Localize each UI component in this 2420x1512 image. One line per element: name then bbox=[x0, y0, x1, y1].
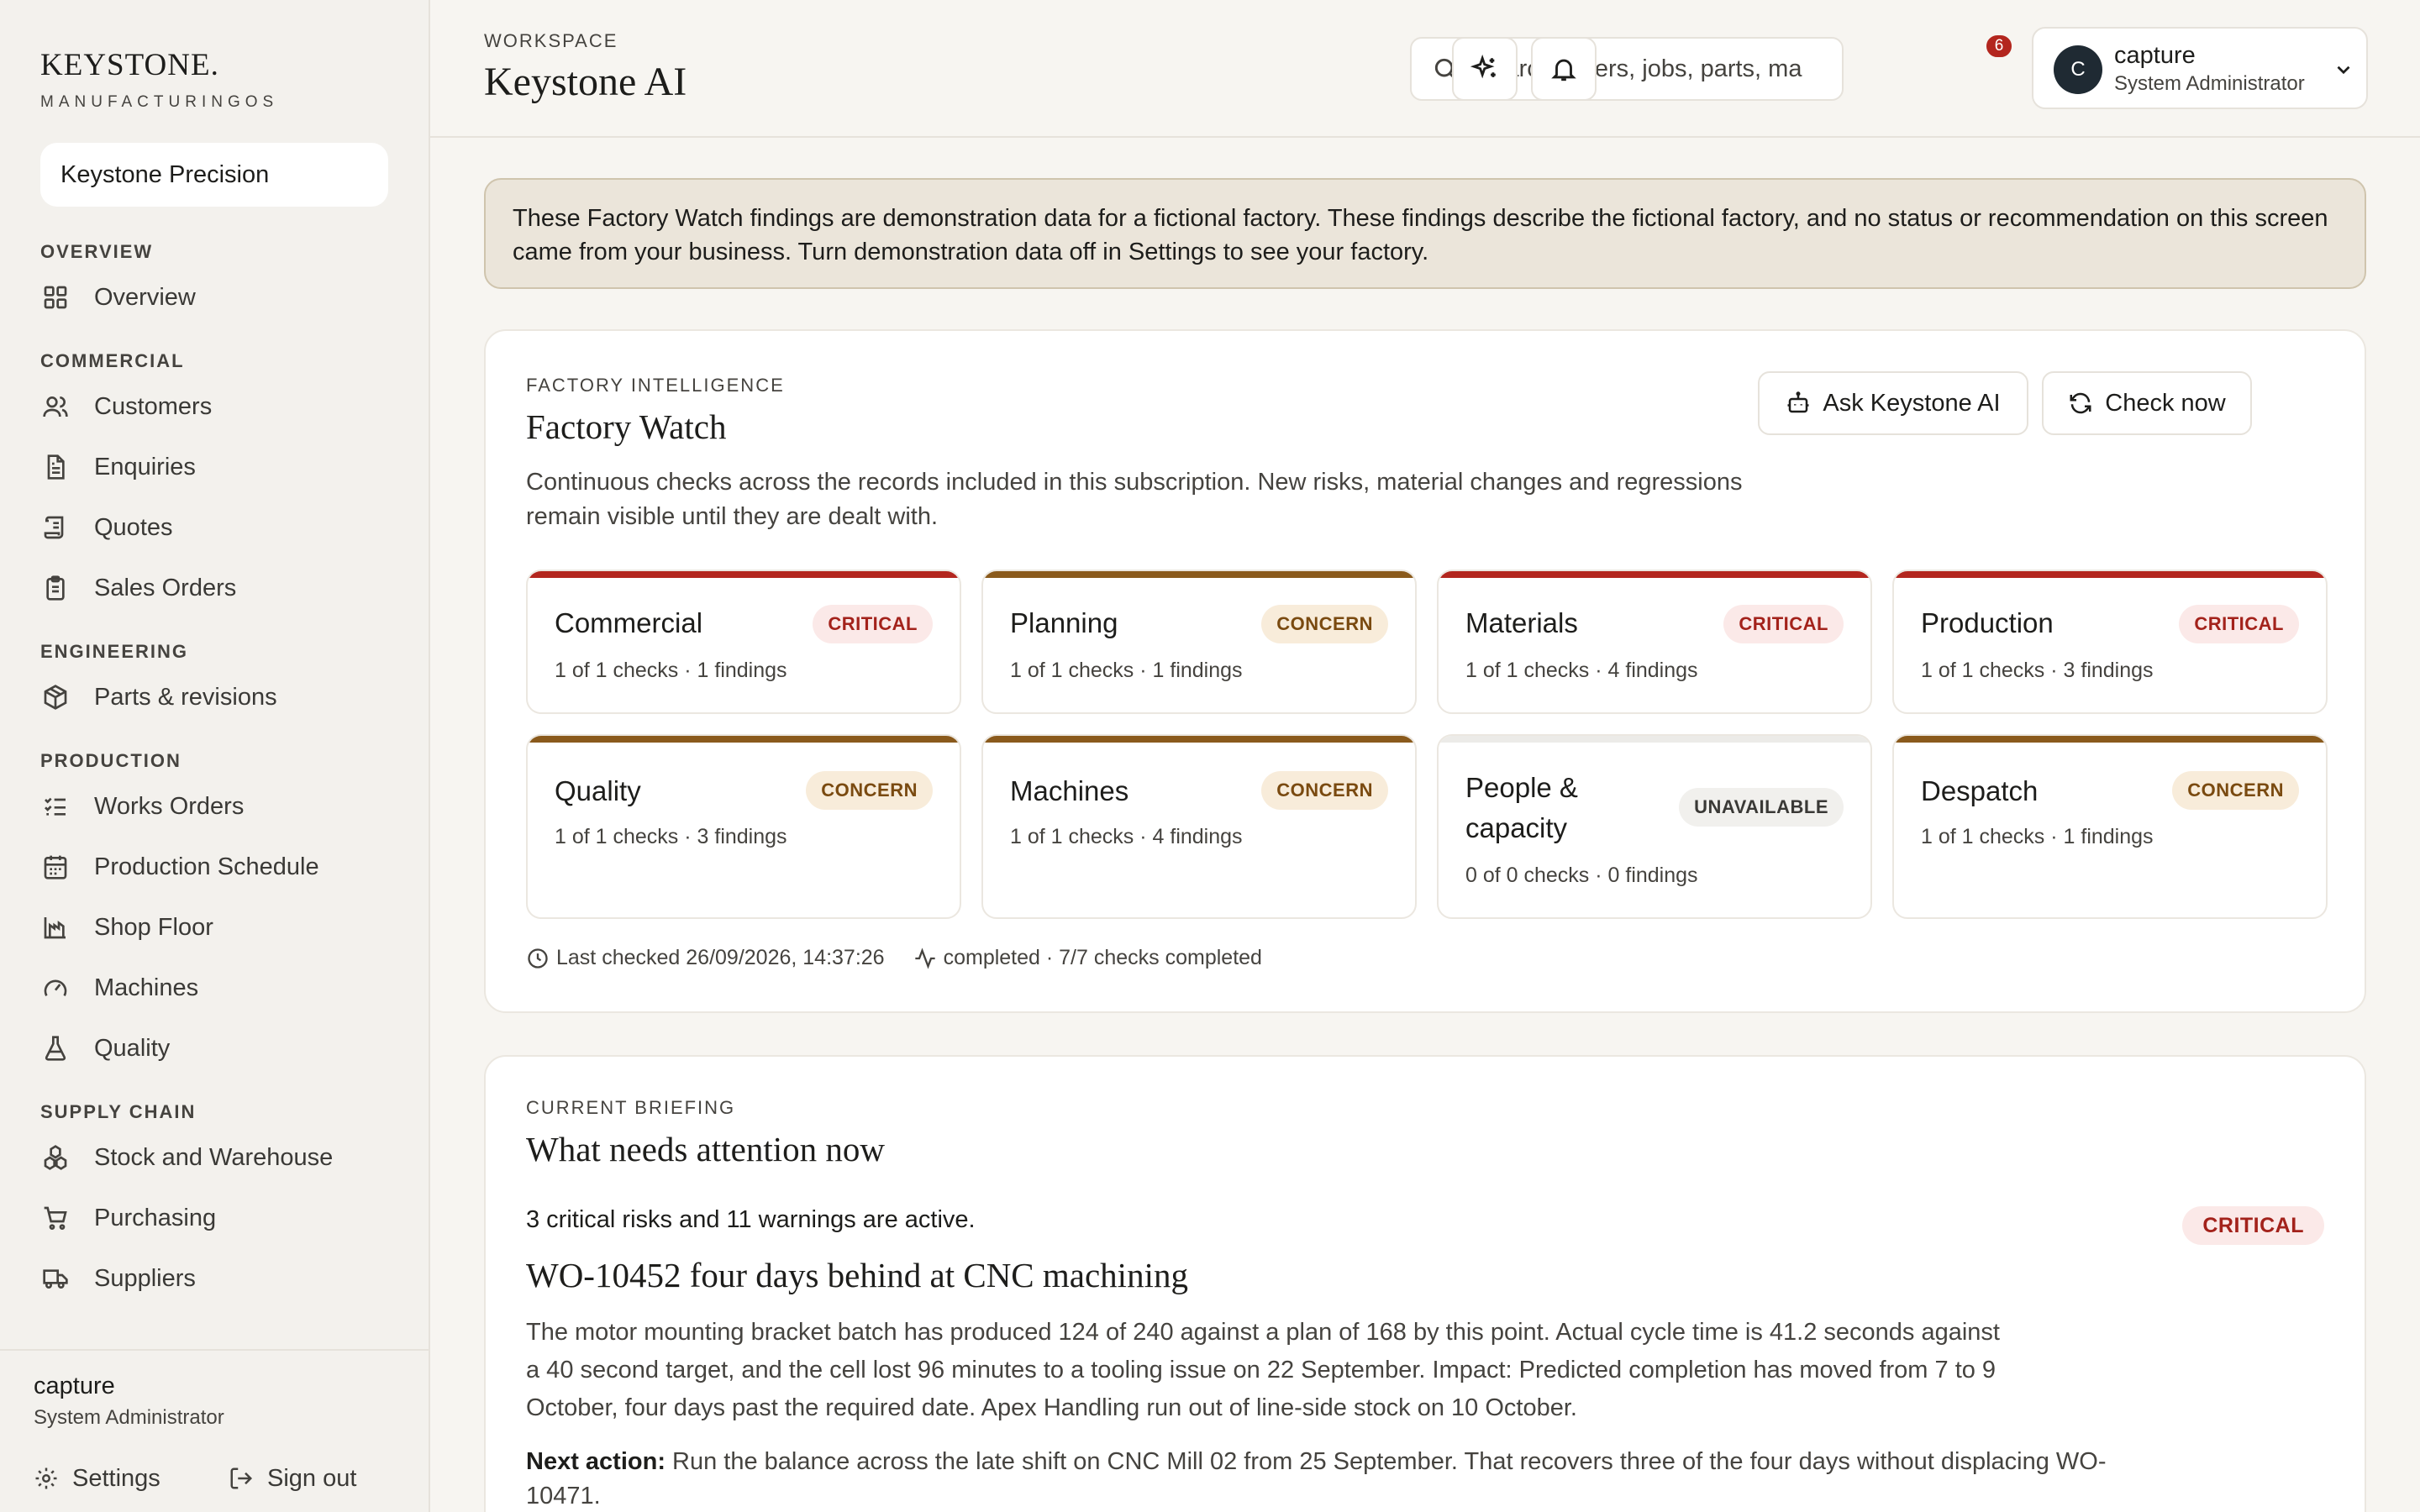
nav-section-engineering: ENGINEERING bbox=[40, 641, 189, 662]
sidebar-item-shop-floor[interactable] bbox=[40, 897, 393, 958]
ai-assistant-button[interactable] bbox=[1452, 37, 1518, 101]
refresh-icon bbox=[2068, 391, 2093, 416]
gauge-icon bbox=[40, 973, 71, 1003]
sidebar-item-label: Purchasing bbox=[94, 1204, 217, 1231]
workspace-label: WORKSPACE bbox=[484, 30, 618, 51]
organisation-switcher[interactable]: Keystone Precision bbox=[40, 143, 388, 207]
tile-name: People & capacity bbox=[1465, 772, 1578, 843]
nav-section-overview: OVERVIEW bbox=[40, 241, 154, 262]
sidebar-item-quotes[interactable] bbox=[40, 497, 393, 558]
sidebar-item-customers[interactable] bbox=[40, 376, 393, 437]
watch-description: Continuous checks across the records included in this subscription. New risks, material changes and regressions remain visible until they are dealt with. bbox=[526, 469, 1743, 530]
top-bar bbox=[430, 0, 2420, 138]
watch-eyebrow: FACTORY INTELLIGENCE bbox=[526, 375, 785, 396]
tile-meta: 1 of 1 checks · 3 findings bbox=[1921, 659, 2154, 682]
run-status: completed · 7/7 checks completed bbox=[943, 946, 1262, 969]
nav-section-production: PRODUCTION bbox=[40, 750, 182, 771]
sidebar-item-stock[interactable] bbox=[40, 1127, 393, 1188]
tile-status-bar bbox=[983, 571, 1415, 578]
tile-name: Quality bbox=[555, 775, 641, 806]
sidebar-item-suppliers[interactable] bbox=[40, 1248, 393, 1309]
check-now-label: Check now bbox=[2105, 389, 2226, 417]
notifications-button[interactable] bbox=[1531, 37, 1597, 101]
checklist-icon bbox=[40, 791, 71, 822]
tile-meta: 1 of 1 checks · 1 findings bbox=[555, 659, 787, 682]
truck-icon bbox=[40, 1263, 71, 1294]
sidebar bbox=[0, 0, 430, 1512]
cart-icon bbox=[40, 1203, 71, 1233]
footer-user-name: capture bbox=[34, 1373, 115, 1399]
tile-status-bar bbox=[1439, 571, 1870, 578]
sidebar-item-label: Customers bbox=[94, 392, 213, 420]
watch-tile-quality[interactable] bbox=[526, 734, 961, 919]
finding-body: The motor mounting bracket batch has produced 124 of 240 against a plan of 168 by this point. Actual cycle time is 41.2 seconds against a 40 second target, and the cell lost 96 minutes to a tooling issue on 22 September. Impact: Predicted completion has moved from 7 to 9 October, four days past the required date. Apex Handling run out of line-side stock on 10 October. bbox=[526, 1319, 2000, 1421]
nav-section-supply-chain: SUPPLY CHAIN bbox=[40, 1101, 197, 1122]
sidebar-item-label: Stock and Warehouse bbox=[94, 1143, 334, 1171]
sidebar-item-label: Parts & revisions bbox=[94, 683, 277, 711]
watch-title: Factory Watch bbox=[526, 407, 727, 446]
sign-out-label: Sign out bbox=[267, 1464, 357, 1492]
status-badge: CRITICAL bbox=[2179, 605, 2299, 643]
tile-meta: 1 of 1 checks · 1 findings bbox=[1010, 659, 1243, 682]
status-badge: CRITICAL bbox=[2182, 1206, 2324, 1245]
current-briefing-card bbox=[484, 1055, 2366, 1512]
sidebar-item-sales-orders[interactable] bbox=[40, 558, 393, 618]
grid-icon bbox=[40, 282, 71, 312]
tile-status-bar bbox=[983, 736, 1415, 743]
status-badge: CONCERN bbox=[806, 771, 933, 810]
sidebar-item-enquiries[interactable] bbox=[40, 437, 393, 497]
gear-icon bbox=[34, 1466, 59, 1491]
sidebar-item-label: Machines bbox=[94, 974, 199, 1001]
tile-status-bar bbox=[528, 736, 960, 743]
sidebar-item-parts[interactable] bbox=[40, 667, 393, 727]
next-action-text: Run the balance across the late shift on CNC Mill 02 from 25 September. That recovers three of the four days without displacing WO-10471. bbox=[526, 1448, 2107, 1509]
user-menu[interactable] bbox=[2032, 27, 2368, 109]
next-action bbox=[526, 1445, 2173, 1512]
footer-user-role: System Administrator bbox=[34, 1406, 224, 1429]
tile-meta: 1 of 1 checks · 4 findings bbox=[1465, 659, 1698, 682]
bell-icon bbox=[1549, 55, 1578, 83]
users-icon bbox=[40, 391, 71, 422]
demo-data-banner: These Factory Watch findings are demonstration data for a fictional factory. These findings describe the fictional factory, and no status or recommendation on this screen came from your business. Turn demonstration data off in Settings to see your factory. bbox=[484, 178, 2366, 289]
factory-watch-card bbox=[484, 329, 2366, 1013]
notification-count-badge: 6 bbox=[1985, 34, 2013, 59]
last-checked: Last checked 26/09/2026, 14:37:26 bbox=[556, 946, 885, 969]
status-badge: CRITICAL bbox=[1723, 605, 1844, 643]
ask-keystone-ai-label: Ask Keystone AI bbox=[1823, 389, 2001, 417]
sidebar-item-label: Quotes bbox=[94, 513, 173, 541]
next-action-label: Next action: bbox=[526, 1448, 666, 1475]
watch-tile-machines[interactable] bbox=[981, 734, 1417, 919]
sidebar-item-label: Overview bbox=[94, 283, 196, 311]
watch-tile-despatch[interactable] bbox=[1892, 734, 2328, 919]
tile-status-bar bbox=[1439, 736, 1870, 743]
sidebar-nav bbox=[40, 237, 393, 1309]
watch-footer bbox=[526, 946, 1262, 970]
nav-section-commercial: COMMERCIAL bbox=[40, 350, 185, 371]
chevron-down-icon bbox=[2333, 59, 2354, 81]
check-now-button[interactable] bbox=[2042, 371, 2252, 435]
sidebar-item-works-orders[interactable] bbox=[40, 776, 393, 837]
tile-meta: 1 of 1 checks · 3 findings bbox=[555, 825, 787, 848]
avatar: C bbox=[2054, 45, 2102, 94]
tile-meta: 0 of 0 checks · 0 findings bbox=[1465, 864, 1698, 887]
status-badge: CRITICAL bbox=[813, 605, 933, 643]
sidebar-item-label: Shop Floor bbox=[94, 913, 213, 941]
status-badge: CONCERN bbox=[2172, 771, 2299, 810]
log-out-icon bbox=[229, 1466, 254, 1491]
sidebar-item-label: Production Schedule bbox=[94, 853, 319, 880]
tile-status-bar bbox=[1894, 571, 2326, 578]
brand-name: KEYSTONE. bbox=[40, 48, 219, 82]
briefing-summary: 3 critical risks and 11 warnings are active. bbox=[526, 1206, 976, 1233]
search-input[interactable] bbox=[1476, 55, 1812, 83]
status-badge: CONCERN bbox=[1261, 771, 1388, 810]
briefing-title: What needs attention now bbox=[526, 1130, 885, 1168]
brand-subtitle: MANUFACTURINGOS bbox=[40, 93, 279, 111]
page-title: Keystone AI bbox=[484, 60, 687, 104]
watch-tile-commercial[interactable] bbox=[526, 570, 961, 714]
sign-out-button[interactable] bbox=[229, 1458, 356, 1499]
tile-name: Commercial bbox=[555, 607, 703, 638]
tile-status-bar bbox=[528, 571, 960, 578]
calendar-icon bbox=[40, 852, 71, 882]
activity-icon bbox=[913, 947, 937, 970]
settings-link[interactable] bbox=[34, 1458, 160, 1499]
watch-tile-planning[interactable] bbox=[981, 570, 1417, 714]
package-icon bbox=[40, 682, 71, 712]
watch-tile-materials[interactable] bbox=[1437, 570, 1872, 714]
tile-name: Planning bbox=[1010, 607, 1118, 638]
briefing-eyebrow: CURRENT BRIEFING bbox=[526, 1097, 736, 1118]
user-role: System Administrator bbox=[2114, 72, 2305, 95]
finding-headline: WO-10452 four days behind at CNC machining bbox=[526, 1256, 1188, 1294]
sidebar-item-label: Suppliers bbox=[94, 1264, 196, 1292]
factory-icon bbox=[40, 912, 71, 942]
watch-tile-production[interactable] bbox=[1892, 570, 2328, 714]
settings-label: Settings bbox=[72, 1464, 160, 1492]
watch-tile-people-capacity[interactable] bbox=[1437, 734, 1872, 919]
sidebar-item-purchasing[interactable] bbox=[40, 1188, 393, 1248]
sidebar-footer bbox=[0, 1349, 429, 1512]
tile-name: Production bbox=[1921, 607, 2054, 638]
sidebar-item-machines[interactable] bbox=[40, 958, 393, 1018]
sidebar-item-label: Quality bbox=[94, 1034, 171, 1062]
sidebar-item-quality[interactable] bbox=[40, 1018, 393, 1079]
tile-name: Despatch bbox=[1921, 775, 2039, 806]
sidebar-item-label: Enquiries bbox=[94, 453, 196, 480]
main-content bbox=[430, 0, 2420, 1512]
tile-meta: 1 of 1 checks · 4 findings bbox=[1010, 825, 1243, 848]
scroll-icon bbox=[40, 512, 71, 543]
tile-meta: 1 of 1 checks · 1 findings bbox=[1921, 825, 2154, 848]
boxes-icon bbox=[40, 1142, 71, 1173]
sidebar-item-production-schedule[interactable] bbox=[40, 837, 393, 897]
flask-icon bbox=[40, 1033, 71, 1063]
user-name: capture bbox=[2114, 42, 2196, 69]
clock-icon bbox=[526, 947, 550, 970]
tile-name: Materials bbox=[1465, 607, 1578, 638]
bot-icon bbox=[1786, 391, 1811, 416]
status-badge: UNAVAILABLE bbox=[1679, 788, 1844, 827]
sidebar-item-label: Works Orders bbox=[94, 792, 245, 820]
ask-keystone-ai-button[interactable] bbox=[1758, 371, 2028, 435]
brand[interactable] bbox=[40, 47, 278, 112]
document-icon bbox=[40, 452, 71, 482]
sparkles-icon bbox=[1470, 55, 1499, 83]
clipboard-icon bbox=[40, 573, 71, 603]
sidebar-item-overview[interactable] bbox=[40, 267, 393, 328]
status-badge: CONCERN bbox=[1261, 605, 1388, 643]
tile-status-bar bbox=[1894, 736, 2326, 743]
tile-name: Machines bbox=[1010, 775, 1129, 806]
sidebar-item-label: Sales Orders bbox=[94, 574, 237, 601]
